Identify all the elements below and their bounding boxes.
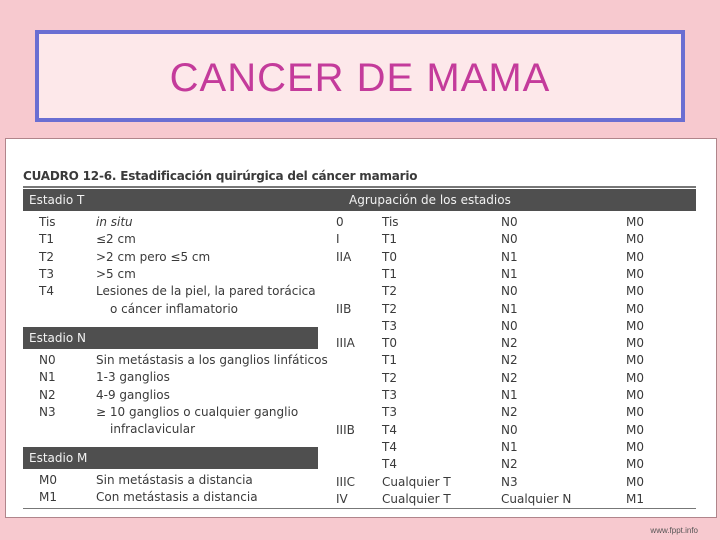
n-stage-code: N0 <box>39 353 56 367</box>
group-m: M0 <box>626 249 644 264</box>
group-t: Cualquier T <box>382 491 451 506</box>
section-n-bar <box>23 327 318 349</box>
t-stage-code: T2 <box>39 249 54 264</box>
header-bar <box>23 189 696 211</box>
group-stage: I <box>336 232 340 247</box>
t-stage-desc: Lesiones de la piel, la pared torácica <box>96 284 316 299</box>
group-n: N2 <box>501 336 518 351</box>
n-stage-desc: Sin metástasis a los ganglios linfáticos <box>96 353 328 367</box>
bottom-rule <box>23 508 696 509</box>
group-n: N0 <box>501 284 518 299</box>
group-stage: IIIA <box>336 336 355 351</box>
t-stage-code: T1 <box>39 232 54 247</box>
group-n: N0 <box>501 232 518 247</box>
group-n: N1 <box>501 249 518 264</box>
title-frame <box>35 30 685 122</box>
group-t: T3 <box>382 318 397 333</box>
agrupacion-header: Agrupación de los estadios <box>349 193 511 207</box>
caption-rule <box>23 186 696 188</box>
group-n: N0 <box>501 318 518 333</box>
group-m: M0 <box>626 474 644 489</box>
group-n: N1 <box>501 388 518 402</box>
group-stage: 0 <box>336 215 344 229</box>
group-stage: IV <box>336 491 348 506</box>
group-t: T1 <box>382 232 397 247</box>
group-t: T2 <box>382 301 397 316</box>
group-m: M0 <box>626 266 644 281</box>
group-n: N2 <box>501 353 518 368</box>
group-t: T4 <box>382 457 397 472</box>
group-n: N1 <box>501 301 518 316</box>
group-m: M0 <box>626 370 644 385</box>
group-n: N0 <box>501 215 518 229</box>
group-n: Cualquier N <box>501 491 572 506</box>
table-caption: CUADRO 12-6. Estadificación quirúrgica del cáncer mamario <box>23 169 418 183</box>
group-t: T0 <box>382 249 397 264</box>
group-t: T1 <box>382 353 397 368</box>
group-t: T2 <box>382 284 397 299</box>
section-m-label: Estadio M <box>29 451 88 465</box>
m-stage-desc: Sin metástasis a distancia <box>96 473 253 487</box>
slide-title: CANCER DE MAMA <box>169 56 551 100</box>
m-stage-code: M0 <box>39 473 57 487</box>
n-stage-desc: 1-3 ganglios <box>96 370 170 385</box>
m-stage-code: M1 <box>39 490 57 505</box>
group-n: N1 <box>501 439 518 454</box>
n-stage-code: N3 <box>39 404 56 419</box>
group-t: T3 <box>382 388 397 402</box>
t-stage-desc: o cáncer inflamatorio <box>110 301 238 316</box>
group-m: M0 <box>626 318 644 333</box>
staging-table-image <box>5 138 717 518</box>
t-stage-code: Tis <box>39 215 56 229</box>
section-n-label: Estadio N <box>29 331 86 345</box>
group-n: N0 <box>501 422 518 437</box>
n-stage-code: N1 <box>39 370 56 385</box>
group-n: N3 <box>501 474 518 489</box>
t-stage-desc: >2 cm pero ≤5 cm <box>96 249 211 264</box>
group-n: N2 <box>501 405 518 420</box>
group-m: M0 <box>626 439 644 454</box>
group-m: M1 <box>626 491 644 506</box>
t-stage-code: T4 <box>39 284 54 299</box>
t-stage-desc: >5 cm <box>96 266 136 281</box>
group-m: M0 <box>626 336 644 351</box>
group-m: M0 <box>626 215 644 229</box>
group-t: T1 <box>382 266 397 281</box>
group-t: T0 <box>382 336 397 351</box>
group-t: T3 <box>382 405 397 420</box>
group-m: M0 <box>626 388 644 402</box>
group-n: N2 <box>501 370 518 385</box>
m-stage-desc: Con metástasis a distancia <box>96 490 258 505</box>
group-m: M0 <box>626 405 644 420</box>
t-stage-desc: in situ <box>96 215 133 229</box>
group-t: T4 <box>382 439 397 454</box>
group-m: M0 <box>626 301 644 316</box>
group-stage: IIB <box>336 301 352 316</box>
section-m-bar <box>23 447 318 469</box>
n-stage-code: N2 <box>39 387 56 402</box>
footer-url: www.fppt.info <box>650 526 698 535</box>
group-t: Tis <box>382 215 399 229</box>
t-stage-desc: ≤2 cm <box>96 232 136 247</box>
group-m: M0 <box>626 284 644 299</box>
section-t-label: Estadio T <box>29 193 85 207</box>
n-stage-desc: infraclavicular <box>110 422 195 437</box>
group-stage: IIIC <box>336 474 355 489</box>
n-stage-desc: ≥ 10 ganglios o cualquier ganglio <box>96 404 299 419</box>
group-t: T2 <box>382 370 397 385</box>
group-t: T4 <box>382 422 397 437</box>
group-t: Cualquier T <box>382 474 451 489</box>
group-n: N1 <box>501 266 518 281</box>
n-stage-desc: 4-9 ganglios <box>96 387 170 402</box>
group-stage: IIIB <box>336 422 355 437</box>
group-n: N2 <box>501 457 518 472</box>
t-stage-code: T3 <box>39 266 54 281</box>
group-m: M0 <box>626 422 644 437</box>
group-m: M0 <box>626 457 644 472</box>
group-m: M0 <box>626 353 644 368</box>
group-m: M0 <box>626 232 644 247</box>
group-stage: IIA <box>336 249 352 264</box>
